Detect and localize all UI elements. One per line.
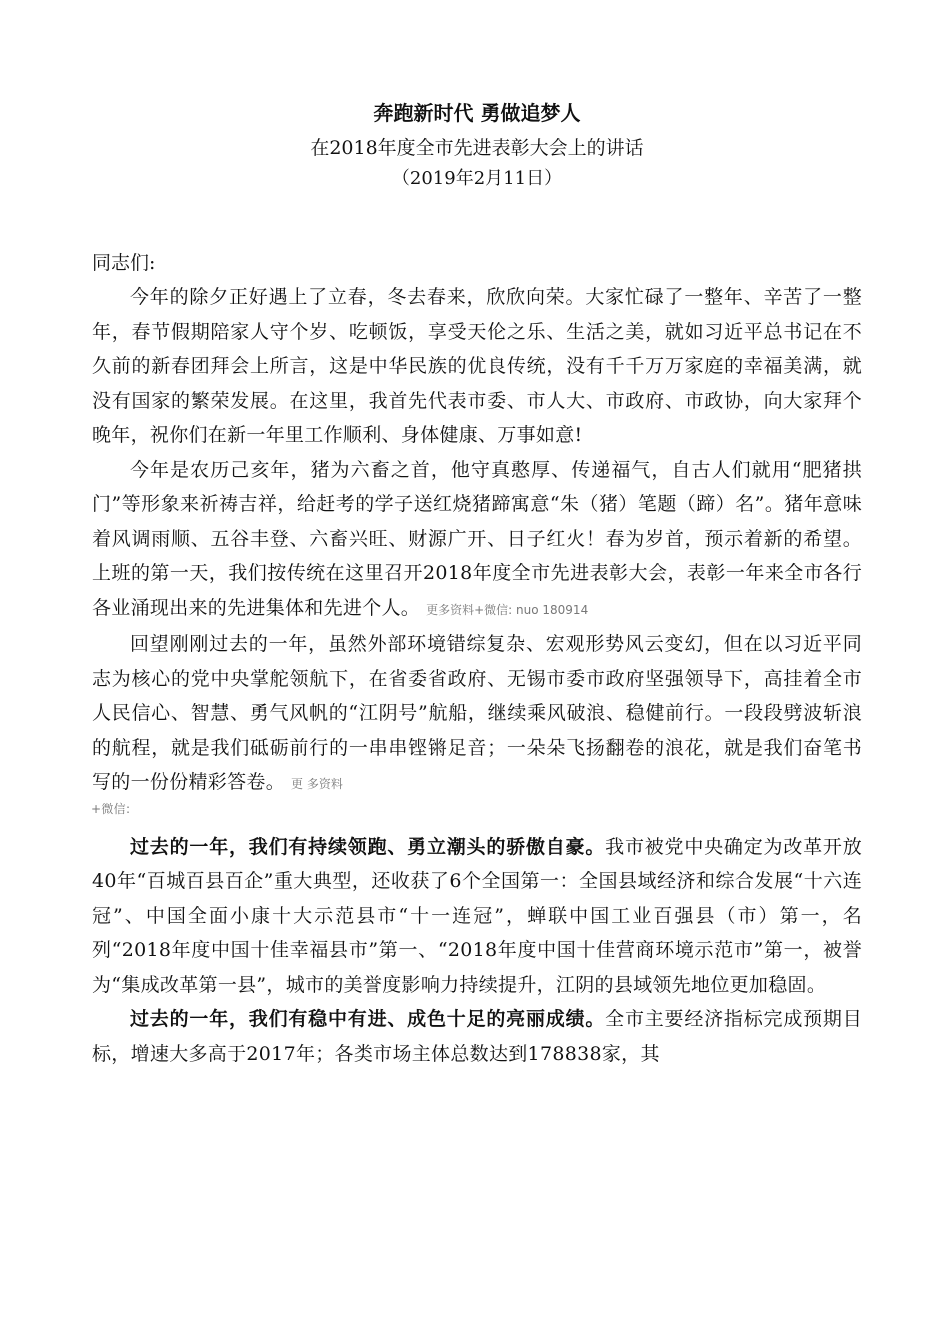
document-page	[92, 96, 862, 1071]
watermark-note-1: 更多资料+微信: nuo 180914	[426, 602, 589, 617]
paragraph-1	[92, 280, 862, 453]
paragraph-1-text: 今年的除夕正好遇上了立春，冬去春来，欣欣向荣。大家忙碌了一整年、辛苦了一整年，春节假期陪家人守个岁、吃顿饭，享受天伦之乐、生活之美，就如习近平总书记在不久前的新春团拜会上所言，这是中华民族的优良传统，没有千千万万家庭的幸福美满，就没有国家的繁荣发展。在这里，我首先代表市委、市人大、市政府、市政协，向大家拜个晚年，祝你们在新一年里工作顺利、身体健康、万事如意!	[92, 286, 862, 446]
paragraph-5-heading: 过去的一年，我们有稳中有进、成色十足的亮丽成绩。	[130, 1008, 606, 1030]
document-subtitle: 在2018年度全市先进表彰大会上的讲话	[310, 137, 644, 159]
greeting: 同志们:	[92, 252, 156, 274]
paragraph-3	[92, 627, 862, 820]
watermark-note-3: +微信:	[91, 801, 131, 816]
paragraph-5	[92, 1002, 862, 1071]
document-date: （2019年2月11日）	[391, 168, 563, 189]
paragraph-3-text: 回望刚刚过去的一年，虽然外部环境错综复杂、宏观形势风云变幻，但在以习近平同志为核心的党中央掌舵领航下，在省委省政府、无锡市委市政府坚强领导下，高挂着全市人民信心、智慧、勇气风帆的“江阴号”航船，继续乘风破浪、稳健前行。一段段劈波斩浪的航程，就是我们砥砺前行的一串串铿锵足音；一朵朵飞扬翻卷的浪花，就是我们奋笔书写的一份份精彩答卷。	[92, 633, 862, 793]
paragraph-2	[92, 453, 862, 628]
paragraph-4	[92, 830, 862, 1003]
paragraph-2-text: 今年是农历己亥年，猪为六畜之首，他守真憨厚、传递福气，自古人们就用“肥猪拱门”等形象来祈祷吉祥，给赶考的学子送红烧猪蹄寓意“朱（猪）笔题（蹄）名”。猪年意味着风调雨顺、五谷丰登、六畜兴旺、财源广开、日子红火！春为岁首，预示着新的希望。上班的第一天，我们按传统在这里召开2018年度全市先进表彰大会，表彰一年来全市各行各业涌现出来的先进集体和先进个人。	[92, 458, 862, 619]
watermark-note-2: 更 多资料	[291, 777, 343, 791]
paragraph-4-heading: 过去的一年，我们有持续领跑、勇立潮头的骄傲自豪。	[130, 835, 606, 858]
paragraph-5-text: 全市主要经济指标完成预期目标，增速大多高于2017年；各类市场主体总数达到178838家，其	[92, 1008, 863, 1065]
paragraph-4-text: 我市被党中央确定为改革开放40年“百城百县百企”重大典型，还收获了6个全国第一：全国县域经济和综合发展“十六连冠”、中国全面小康十大示范县市“十一连冠”，蝉联中国工业百强县（市）第一，名列“2018年度中国十佳幸福县市”第一、“2018年度中国十佳营商环境示范市”第一，被誉为“集成改革第一县”，城市的美誉度影响力持续提升，江阴的县域领先地位更加稳固。	[92, 835, 863, 996]
document-title: 奔跑新时代 勇做追梦人	[373, 101, 581, 125]
